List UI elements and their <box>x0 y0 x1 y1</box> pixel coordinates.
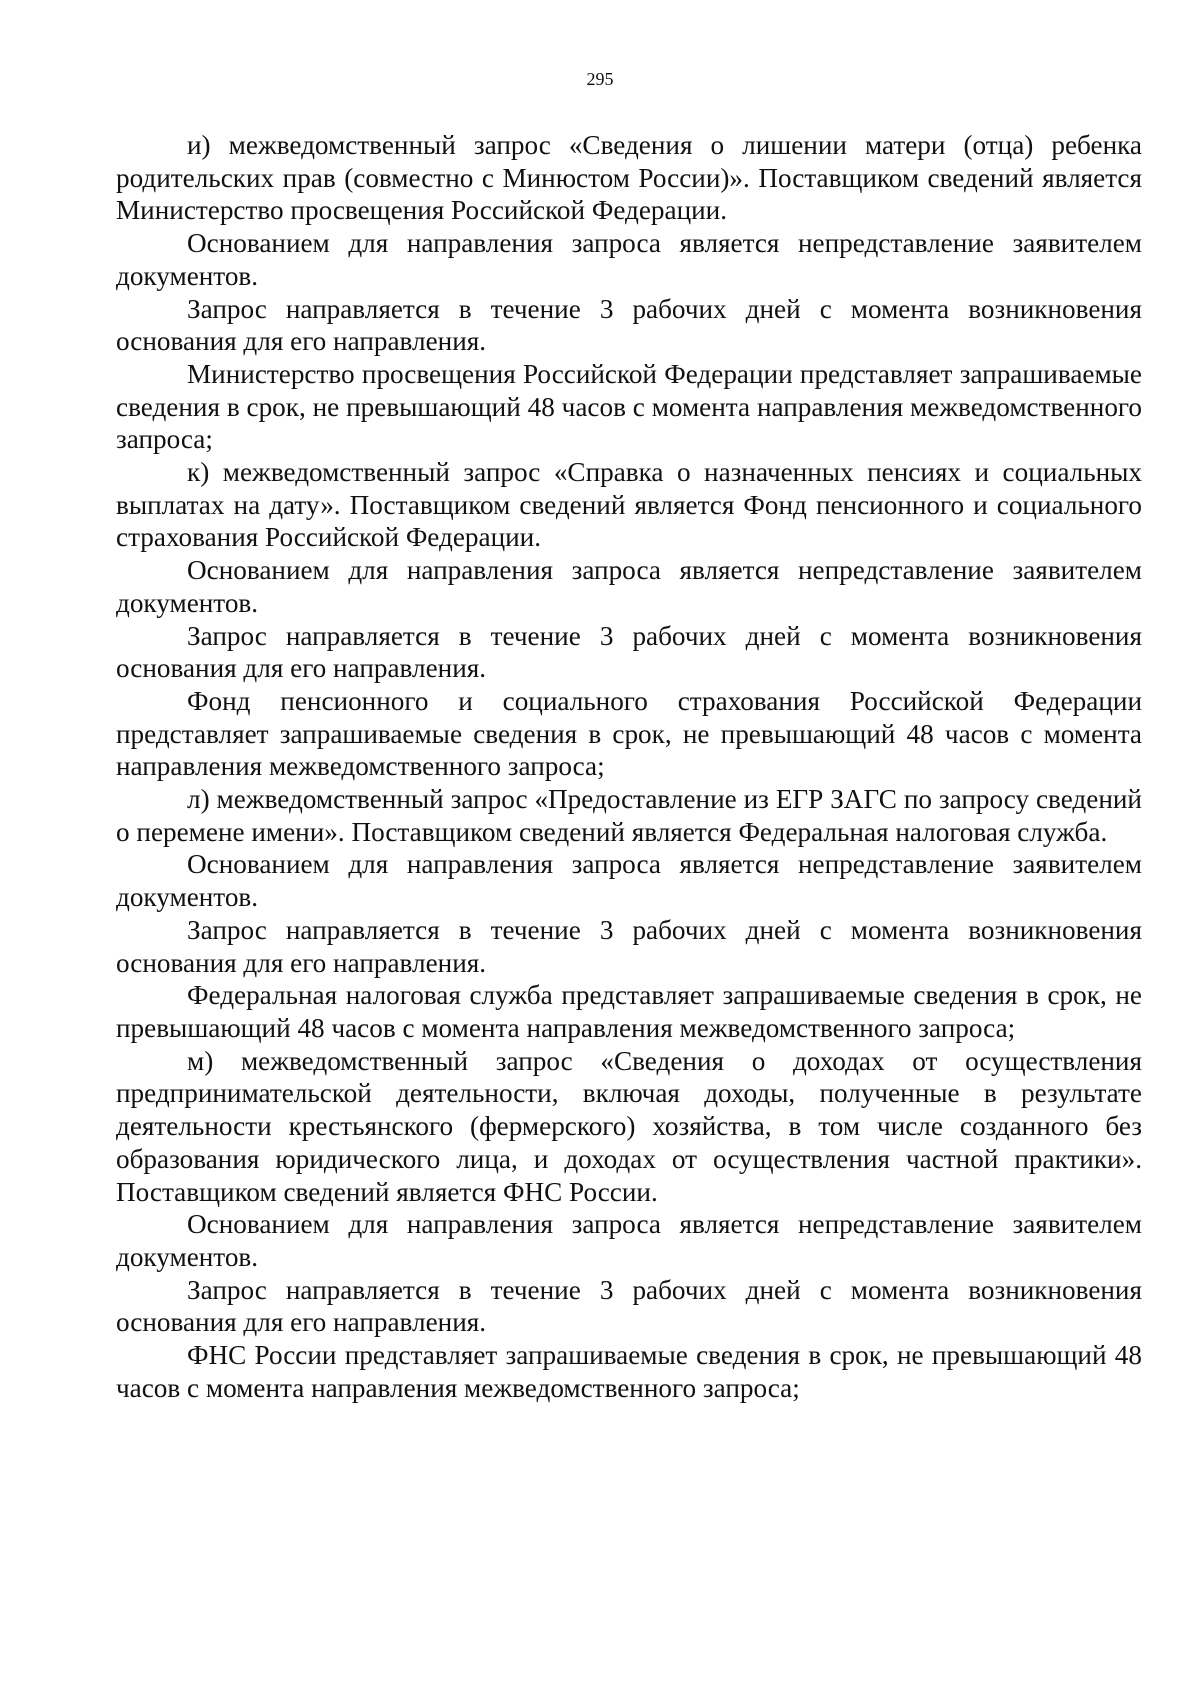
paragraph-response-term: ФНС России представляет запрашиваемые сведения в срок, не превышающий 48 часов с момента направления межведомственного запроса; <box>116 1340 1142 1403</box>
paragraph-deadline: Запрос направляется в течение 3 рабочих дней с момента возникновения основания для его направления. <box>116 1274 1142 1338</box>
page-number: 295 <box>586 69 614 89</box>
document-body <box>116 129 1142 1404</box>
paragraph-response-term: Федеральная налоговая служба представляет запрашиваемые сведения в срок, не превышающий 48 часов с момента направления межведомственного запроса; <box>116 980 1142 1043</box>
paragraph-response-term: Министерство просвещения Российской Федерации представляет запрашиваемые сведения в срок, не превышающий 48 часов с момента направления межведомственного запроса; <box>116 358 1142 455</box>
paragraph-basis: Основанием для направления запроса является непредставление заявителем документов. <box>116 228 1142 291</box>
paragraph-response-term: Фонд пенсионного и социального страхования Российской Федерации представляет запрашиваемые сведения в срок, не превышающий 48 часов с момента направления межведомственного запроса; <box>116 685 1142 782</box>
paragraph-basis: Основанием для направления запроса является непредставление заявителем документов. <box>116 555 1142 618</box>
paragraph-deadline: Запрос направляется в течение 3 рабочих дней с момента возникновения основания для его направления. <box>116 293 1142 357</box>
paragraph-deadline: Запрос направляется в течение 3 рабочих дней с момента возникновения основания для его направления. <box>116 914 1142 978</box>
paragraph-basis: Основанием для направления запроса является непредставление заявителем документов. <box>116 849 1142 913</box>
paragraph-item-l: л) межведомственный запрос «Предоставление из ЕГР ЗАГС по запросу сведений о перемене имени». Поставщиком сведений является Федеральная налоговая служба. <box>116 784 1142 847</box>
paragraph-basis: Основанием для направления запроса является непредставление заявителем документов. <box>116 1209 1142 1272</box>
paragraph-deadline: Запрос направляется в течение 3 рабочих дней с момента возникновения основания для его направления. <box>116 620 1142 684</box>
paragraph-item-k: к) межведомственный запрос «Справка о назначенных пенсиях и социальных выплатах на дату». Поставщиком сведений является Фонд пенсионного и социального страхования Российской Федерации. <box>116 457 1142 553</box>
paragraph-item-i: и) межведомственный запрос «Сведения о лишении матери (отца) ребенка родительских прав (совместно с Минюстом России)». Поставщиком сведений является Министерство просвещения Российской Федерации. <box>116 130 1142 226</box>
paragraph-item-m: м) межведомственный запрос «Сведения о доходах от осуществления предпринимательской деятельности, включая доходы, полученные в результате деятельности крестьянского (фермерского) хозяйства, в том числе созданного без образования юридического лица, и доходах от осуществления частной практики». Поставщиком сведений является ФНС России. <box>116 1045 1142 1207</box>
